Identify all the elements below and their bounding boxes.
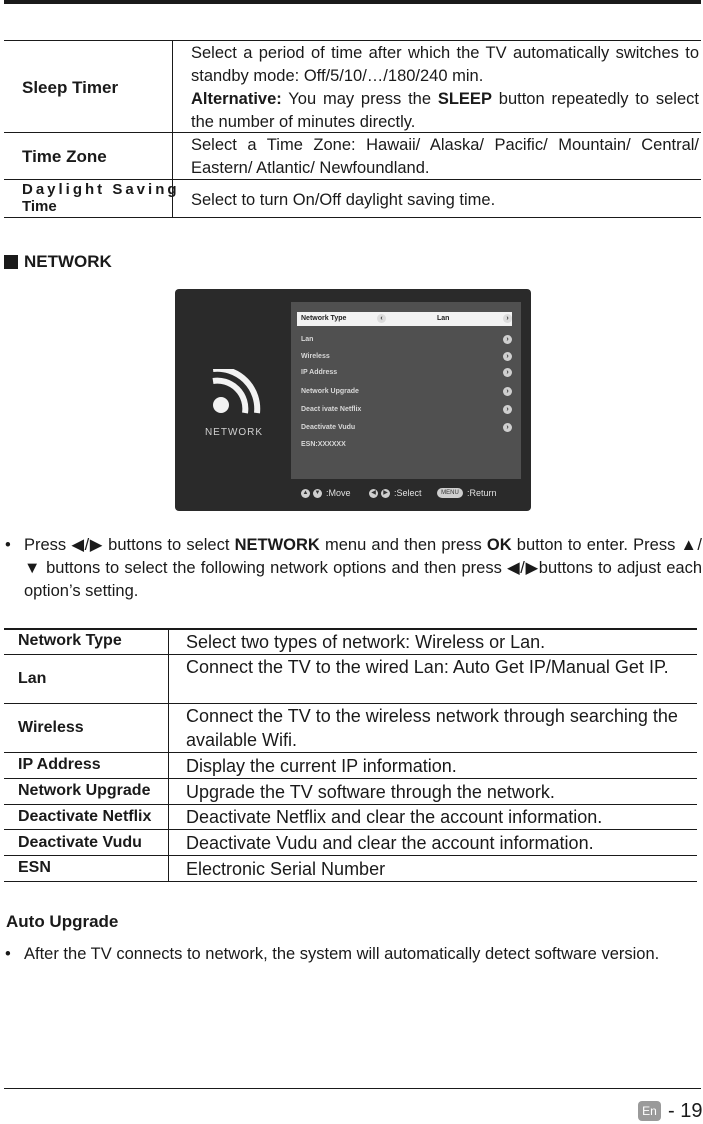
down-key-icon: ▼ (314, 490, 321, 496)
daylight-label-1: Daylight Saving (22, 181, 180, 198)
network-type-value: Lan (437, 315, 450, 322)
bottom-rule (4, 1088, 701, 1089)
table-rule (4, 778, 697, 779)
row-label: IP Address (18, 756, 101, 773)
network-menu (291, 302, 521, 479)
menu-row-esn (297, 438, 512, 452)
chevron-right-icon: › (503, 387, 512, 396)
network-heading-text: NETWORK (24, 252, 112, 271)
bullet-dot: • (5, 945, 11, 963)
table-rule (4, 855, 697, 856)
up-down-arrows-icon: ▲/▼ (24, 536, 702, 577)
daylight-saving-desc: Select to turn On/Off daylight saving time. (191, 191, 496, 209)
menu-item-label: Deact ivate Netflix (301, 406, 362, 413)
row-desc: Select two types of network: Wireless or Lan. (186, 632, 546, 652)
time-zone-label: Time Zone (22, 147, 107, 166)
instruction-text (24, 534, 702, 603)
network-heading (4, 252, 112, 272)
alt-text: You may press the (288, 90, 432, 108)
table-rule (4, 40, 701, 41)
alternative-label: Alternative: (191, 90, 282, 108)
network-options-table (4, 628, 697, 882)
network-side-label: NETWORK (204, 427, 264, 438)
left-right-arrows-icon: ◀/▶ (507, 559, 539, 577)
instr-network-key: NETWORK (234, 536, 320, 554)
daylight-saving-label (22, 181, 180, 215)
alt-text-end: button repeatedly to select the number of minutes directly. (191, 90, 699, 131)
sleep-timer-desc (191, 42, 699, 134)
menu-item-label: IP Address (301, 369, 338, 376)
menu-item-label: Deactivate Vudu (301, 424, 356, 431)
left-key-icon: ◀ (369, 489, 378, 498)
time-zone-desc: Select a Time Zone: Hawaii/ Alaska/ Pacific/ Mountain/ Central/ Eastern/ Atlantic/ Newfoundland. (191, 136, 699, 177)
menu-item-label: Lan (301, 336, 314, 343)
menu-row-ip-address[interactable] (297, 366, 512, 380)
instr-part: buttons to select the following network options and then press (46, 559, 502, 577)
row-label: Lan (18, 670, 47, 687)
chevron-right-icon: › (503, 423, 512, 432)
row-desc: Electronic Serial Number (186, 859, 386, 879)
row-label: Wireless (18, 719, 84, 736)
chevron-left-icon[interactable]: ‹ (377, 314, 386, 323)
row-desc: Connect the TV to the wired Lan: Auto Get IP/Manual Get IP. (186, 657, 669, 677)
chevron-right-icon: › (503, 405, 512, 414)
table-divider (168, 628, 169, 882)
tv-footer-hints (175, 487, 531, 503)
language-badge: En (638, 1101, 661, 1121)
table-rule (4, 881, 697, 882)
row-label: Network Type (18, 632, 122, 649)
left-right-arrows-icon: ◀/▶ (71, 536, 103, 554)
row-label: Deactivate Netflix (18, 808, 152, 825)
up-key-icon: ▲ (302, 490, 309, 496)
menu-item-label: Network Upgrade (301, 388, 359, 395)
daylight-label-2: Time (22, 198, 57, 215)
chevron-right-icon: › (503, 352, 512, 361)
row-desc: Deactivate Netflix and clear the account information. (186, 807, 603, 827)
row-label: Network Upgrade (18, 782, 151, 799)
table-rule (4, 217, 701, 218)
return-hint: :Return (467, 488, 497, 498)
menu-row-network-upgrade[interactable] (297, 385, 512, 399)
menu-row-deactivate-netflix[interactable] (297, 403, 512, 417)
row-desc: Display the current IP information. (186, 756, 457, 776)
menu-row-network-type[interactable] (297, 312, 512, 326)
sleep-key: SLEEP (437, 90, 492, 108)
row-desc: Upgrade the TV software through the network. (186, 782, 555, 802)
menu-row-wireless[interactable] (297, 350, 512, 364)
table-rule (4, 752, 697, 753)
instr-part: buttons to adjust each option’s setting. (24, 559, 702, 600)
table-rule (4, 829, 697, 830)
select-hint: :Select (394, 488, 422, 498)
instr-part: buttons to select (108, 536, 230, 554)
sleep-timer-main: Select a period of time after which the TV automatically switches to standby mode: Off/5/10/…/180/240 min. (191, 44, 699, 85)
square-bullet-icon (4, 255, 18, 269)
auto-upgrade-text: After the TV connects to network, the system will automatically detect software version. (24, 945, 660, 963)
row-desc: Deactivate Vudu and clear the account information. (186, 833, 594, 853)
sleep-timer-label: Sleep Timer (22, 78, 119, 97)
bullet-dot: • (5, 536, 11, 554)
menu-key-icon: MENU (437, 488, 463, 498)
instr-part: menu and then press (325, 536, 482, 554)
network-type-label: Network Type (301, 315, 347, 322)
row-desc: Connect the TV to the wireless network through searching the available Wifi. (186, 706, 678, 750)
menu-row-lan[interactable] (297, 333, 512, 347)
row-label: ESN (18, 859, 51, 876)
move-hint: :Move (326, 488, 351, 498)
page-number: - 19 (668, 1100, 703, 1122)
right-key-icon: ▶ (381, 489, 390, 498)
instr-part: button to enter. Press (516, 536, 676, 554)
auto-upgrade-heading: Auto Upgrade (6, 912, 119, 931)
row-label: Deactivate Vudu (18, 834, 142, 851)
chevron-right-icon: › (503, 335, 512, 344)
instr-ok-key: OK (486, 536, 512, 554)
top-rule (4, 0, 701, 4)
chevron-right-icon: › (503, 368, 512, 377)
esn-label: ESN:XXXXXX (301, 441, 346, 448)
menu-row-deactivate-vudu[interactable] (297, 421, 512, 435)
auto-upgrade-bullet (5, 943, 702, 991)
chevron-right-icon[interactable]: › (503, 314, 512, 323)
instruction-bullet (5, 534, 702, 604)
menu-item-label: Wireless (301, 353, 330, 360)
settings-table (4, 40, 701, 218)
tv-network-screenshot (175, 289, 531, 511)
instr-part: Press (24, 536, 67, 554)
